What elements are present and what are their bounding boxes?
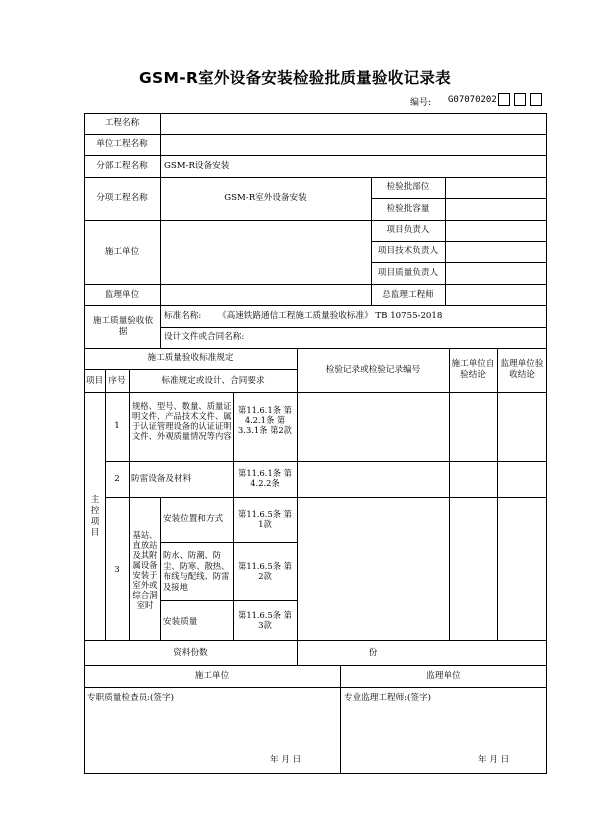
row-2-no: 2	[114, 474, 120, 484]
row-3c-clause: 第11.6.5条 第3款	[238, 610, 292, 630]
project-name-label: 工程名称	[104, 118, 140, 128]
row-3c-requirement: 安装质量	[163, 617, 198, 627]
constructor-result-header: 施工单位自验结论	[451, 359, 495, 380]
record-header: 检验记录或检验记录编号	[325, 365, 421, 375]
supervisor-label: 监理单位	[104, 290, 140, 300]
row-3a-clause: 第11.6.5条 第1款	[238, 509, 292, 529]
unit-project-label: 单位工程名称	[96, 139, 148, 149]
supervisor-result-header: 监理单位验收结论	[500, 359, 544, 380]
row-1-clause: 第11.6.1条 第4.2.1条 第3.3.1条 第2款	[238, 405, 292, 435]
sign-supervisor-header: 监理单位	[426, 671, 461, 681]
standard-name-value: 《高速铁路通信工程施工质量验收标准》 TB 10755-2018	[218, 311, 443, 321]
sub-project-label: 分部工程名称	[96, 161, 148, 171]
sub-project-value: GSM-R设备安装	[164, 161, 230, 171]
code-box-1[interactable]	[498, 93, 510, 106]
no-col-header: 序号	[108, 376, 126, 386]
row-3b-requirement: 防水、防潮、防尘、防寒、散热、布线与配线、防雷及接地	[163, 550, 230, 592]
supervisor-date: 年 月 日	[478, 755, 510, 765]
inspection-capacity-label: 检验批容量	[386, 204, 430, 214]
quality-inspector-label: 专职质量检查员:(签字)	[87, 693, 174, 703]
requirement-col-header: 标准规定或设计、合同要求	[161, 376, 265, 386]
code-box-2[interactable]	[514, 93, 526, 106]
row-3-group: 基站、直放站及其附属设备安装于室外或综合洞室时	[132, 530, 158, 610]
quality-leader-label: 项目质量负责人	[377, 268, 439, 278]
row-1-no: 1	[114, 421, 120, 431]
row-3-no: 3	[114, 565, 120, 575]
standard-name-label: 标准名称:	[164, 311, 202, 321]
project-leader-label: 项目负责人	[386, 225, 430, 235]
row-2-requirement: 防雷设备及材料	[131, 474, 192, 484]
item-project-value: GSM-R室外设备安装	[224, 193, 307, 203]
supervision-engineer-label: 专业监理工程师:(签字)	[344, 693, 431, 703]
data-count-label: 资料份数	[173, 648, 208, 658]
main-control-label: 主控项目	[90, 495, 100, 538]
copies-unit: 份	[368, 648, 378, 658]
code-label: 编号:	[410, 98, 432, 108]
row-3b-clause: 第11.6.5条 第2款	[238, 561, 292, 581]
row-3a-requirement: 安装位置和方式	[163, 514, 224, 524]
row-2-clause: 第11.6.1条 第4.2.2条	[238, 468, 292, 488]
code-value: G07070202	[448, 95, 497, 105]
inspection-location-label: 检验批部位	[386, 182, 430, 192]
design-docs-label: 设计文件或合同名称:	[164, 332, 245, 342]
row-1-requirement: 规格、型号、数量、质量证明文件、产品技术文件、属于认证管理设备的认证证明文件、外观质量情况等内容	[132, 401, 232, 441]
item-col-header: 项目	[85, 376, 104, 386]
code-box-3[interactable]	[530, 93, 542, 106]
sign-constructor-header: 施工单位	[194, 671, 230, 681]
page-title: GSM-R室外设备安装检验批质量验收记录表	[139, 69, 451, 87]
constructor-label: 施工单位	[104, 247, 140, 257]
item-project-label: 分项工程名称	[96, 193, 148, 203]
tech-leader-label: 项目技术负责人	[377, 246, 439, 256]
quality-basis-label: 施工质量验收依据	[92, 316, 154, 337]
chief-supervisor-label: 总监理工程师	[382, 290, 434, 300]
spec-header: 施工质量验收标准规定	[147, 353, 234, 363]
constructor-date: 年 月 日	[270, 755, 302, 765]
